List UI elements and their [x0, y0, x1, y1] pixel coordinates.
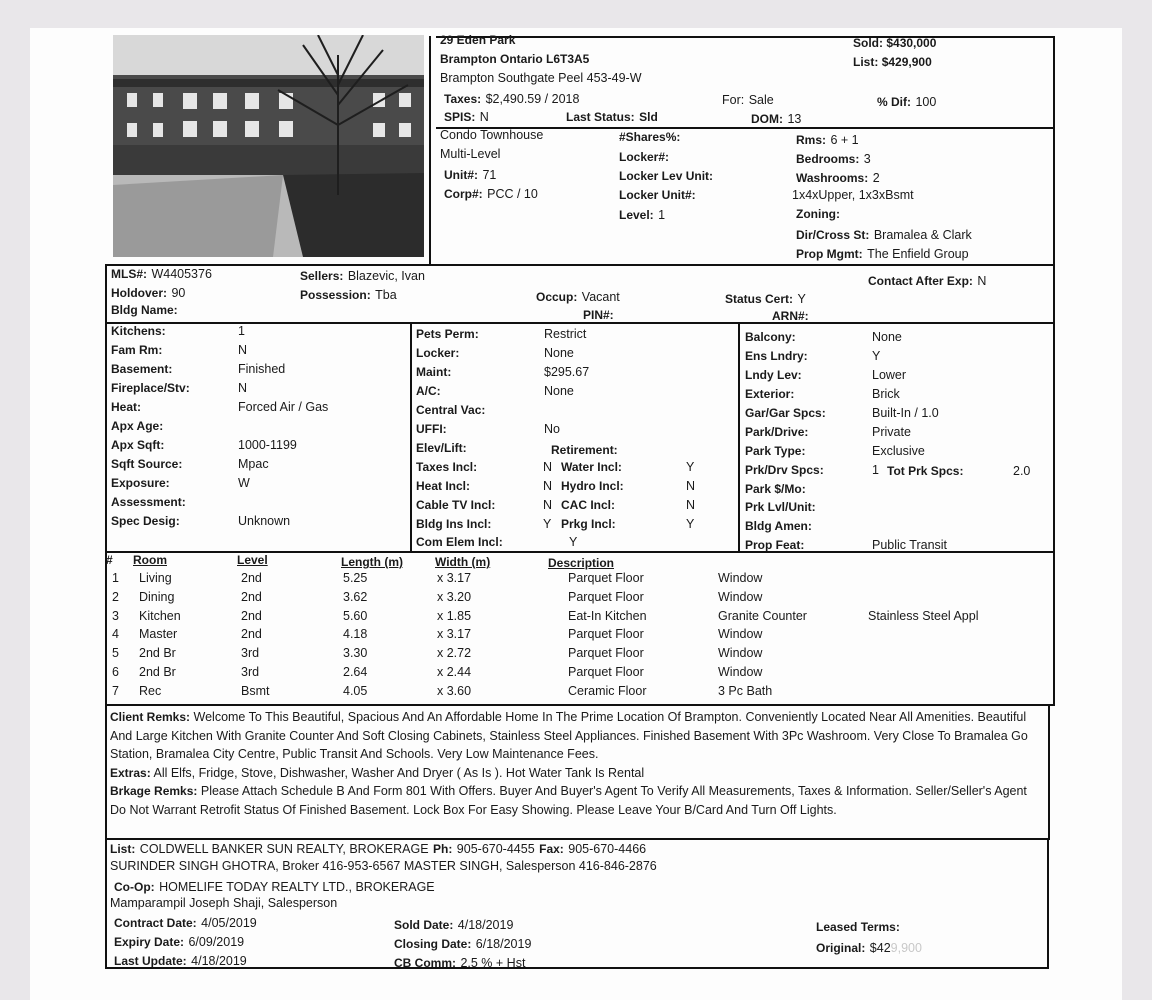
room-cell-level: 2nd [241, 589, 262, 604]
detail-value: Y [872, 349, 881, 363]
detail-label: Pets Perm: [416, 327, 479, 341]
sold-date-row: Sold Date: 4/18/2019 [394, 918, 514, 932]
cb-comm-row: CB Comm: 2.5 % + Hst [394, 956, 526, 970]
room-cell-level: 2nd [241, 571, 262, 585]
detail-label: Prk/Drv Spcs: [745, 463, 824, 477]
rule-3 [105, 322, 1055, 324]
detail-label: Basement: [111, 362, 173, 376]
room-cell-d2: Window [718, 627, 763, 642]
list-agents: SURINDER SINGH GHOTRA, Broker 416-953-6567 MASTER SINGH, Salesperson 416-846-2876 [110, 859, 657, 873]
rule-right-2 [1048, 704, 1050, 839]
incl-value: N [686, 498, 696, 512]
detail-label: Central Vac: [416, 403, 486, 417]
room-cell-d2: Window [718, 646, 763, 661]
room-cell-width: x 1.85 [437, 608, 472, 623]
detail-label: Maint: [416, 365, 452, 379]
room-cell-room: Dining [139, 589, 175, 604]
unit-row: Unit#: 71 [444, 168, 497, 182]
rooms-header: Width (m) [435, 555, 491, 569]
taxes-row: Taxes: $2,490.59 / 2018 [444, 92, 580, 106]
rule-col2 [410, 322, 412, 551]
room-cell-d1: Parquet Floor [568, 627, 644, 642]
expiry-date-row: Expiry Date: 6/09/2019 [114, 935, 245, 949]
property-type: Condo Townhouse [440, 128, 544, 142]
corp-row: Corp#: PCC / 10 [444, 187, 538, 201]
detail-label: Gar/Gar Spcs: [745, 406, 826, 420]
retirement-label: Retirement: [551, 443, 618, 457]
shares-label: #Shares%: [619, 130, 681, 144]
city: Brampton Ontario L6T3A5 [440, 52, 590, 66]
room-cell-room: 2nd Br [139, 665, 176, 679]
rooms-header: # [106, 553, 113, 567]
original-price-row: Original: $429,900 [816, 941, 922, 955]
townhouse-image [113, 35, 424, 257]
rule-top [436, 36, 1055, 38]
room-cell-room: 2nd Br [139, 646, 176, 661]
detail-value: No [544, 422, 560, 436]
bedrooms-row: Bedrooms: 3 [796, 152, 871, 166]
locker-no-label: Locker#: [619, 150, 670, 164]
rooms-header: Level [237, 553, 268, 567]
room-cell-d2: Window [718, 589, 763, 604]
room-cell-length: 5.25 [343, 571, 368, 585]
room-cell-d2: 3 Pc Bath [718, 683, 773, 698]
incl-label: Cable TV Incl: [416, 498, 496, 512]
occup-row: Occup: Vacant [536, 290, 620, 304]
detail-label: Prop Feat: [745, 538, 805, 552]
detail-label: Fam Rm: [111, 343, 163, 357]
detail-value: N [238, 343, 248, 357]
pin-label: PIN#: [583, 308, 614, 322]
contact-after-exp-row: Contact After Exp: N [868, 274, 987, 288]
room-cell-room: Living [139, 571, 172, 585]
incl-value: N [543, 460, 553, 474]
locker-unit-label: Locker Unit#: [619, 188, 696, 202]
room-cell-level: 2nd [241, 608, 262, 623]
detail-label: Bldg Amen: [745, 519, 812, 533]
room-cell-n: 1 [112, 571, 119, 585]
rooms-header: Description [548, 556, 615, 570]
rooms-header: Length (m) [341, 555, 403, 569]
level-row: Level: 1 [619, 208, 666, 222]
detail-value: Finished [238, 362, 286, 376]
tot-prk-value: 2.0 [1013, 464, 1031, 478]
room-cell-d1: Parquet Floor [568, 665, 644, 679]
status-cert-row: Status Cert: Y [725, 292, 806, 306]
extras: Extras: All Elfs, Fridge, Stove, Dishwasher, Washer And Dryer ( As Is ). Hot Water Tank Is Rental [110, 765, 645, 780]
incl-value: N [543, 498, 553, 512]
incl-value: Y [686, 460, 695, 474]
room-cell-n: 6 [112, 665, 119, 679]
incl-label: Water Incl: [561, 460, 622, 474]
detail-label: Exposure: [111, 476, 170, 490]
room-cell-room: Rec [139, 683, 162, 698]
room-cell-d2: Window [718, 571, 763, 585]
rule-photo-right [429, 36, 431, 264]
room-cell-length: 3.62 [343, 589, 368, 604]
room-cell-length: 4.05 [343, 683, 368, 698]
room-cell-length: 2.64 [343, 665, 368, 679]
coop-agent: Mamparampil Joseph Shaji, Salesperson [110, 896, 338, 910]
tot-prk-label: Tot Prk Spcs: [887, 464, 964, 478]
detail-label: Sqft Source: [111, 457, 183, 471]
room-cell-n: 4 [112, 627, 119, 642]
incl-label: Bldg Ins Incl: [416, 517, 492, 531]
coop-row: Co-Op: HOMELIFE TODAY REALTY LTD., BROKERAGE [114, 880, 435, 894]
detail-value: N [238, 381, 248, 395]
room-cell-d2: Granite Counter [718, 608, 807, 623]
washrooms-row: Washrooms: 2 [796, 171, 880, 185]
incl-label: Taxes Incl: [416, 460, 478, 474]
room-cell-room: Master [139, 627, 178, 642]
detail-value: 1000-1199 [238, 438, 297, 452]
room-cell-room: Kitchen [139, 608, 181, 623]
room-cell-d1: Eat-In Kitchen [568, 608, 647, 623]
incl-value: Y [686, 517, 695, 531]
detail-value: 1 [238, 324, 245, 338]
possession-row: Possession: Tba [300, 288, 397, 302]
holdover-row: Holdover: 90 [111, 286, 186, 300]
room-cell-width: x 3.20 [437, 589, 472, 604]
rooms-header: Room [133, 553, 167, 567]
room-cell-n: 3 [112, 608, 119, 623]
room-cell-length: 3.30 [343, 646, 368, 661]
detail-value: Public Transit [872, 538, 948, 552]
room-cell-level: Bsmt [241, 683, 270, 698]
room-cell-length: 4.18 [343, 627, 368, 642]
mls-row: MLS#: W4405376 [111, 267, 212, 281]
detail-value: Private [872, 425, 911, 439]
room-cell-d3: Stainless Steel Appl [868, 608, 979, 623]
room-cell-d1: Parquet Floor [568, 646, 644, 661]
property-style: Multi-Level [440, 147, 501, 161]
room-cell-n: 7 [112, 683, 119, 698]
detail-label: Lndy Lev: [745, 368, 802, 382]
rule-left [105, 264, 107, 969]
incl-value: N [686, 479, 696, 493]
detail-value: None [872, 330, 902, 344]
detail-label: Exterior: [745, 387, 795, 401]
rule-2 [105, 264, 1055, 266]
detail-label: Spec Desig: [111, 514, 180, 528]
detail-value: Mpac [238, 457, 269, 471]
detail-label: A/C: [416, 384, 441, 398]
brokerage-remarks: Brkage Remks: Please Attach Schedule B And Form 801 With Offers. Buyer And Buyer's Agent To Verify All Measurements, Taxes & Information. Seller/Seller's Agent Do Not Warrant Retrofit Status Of Finished Basement. Lock Box For Easy Showing. Please Leave Your B/Card And Turn Off Lights. [110, 784, 1027, 817]
room-cell-d1: Ceramic Floor [568, 683, 647, 698]
area: Brampton Southgate Peel 453-49-W [440, 71, 642, 85]
detail-value: Restrict [544, 327, 587, 341]
room-cell-d1: Parquet Floor [568, 571, 644, 585]
rule-col3 [738, 322, 740, 551]
detail-label: Locker: [416, 346, 460, 360]
rule-right [1053, 36, 1055, 704]
detail-label: Ens Lndry: [745, 349, 808, 363]
detail-label: Park $/Mo: [745, 482, 806, 496]
rule-right-3 [1047, 838, 1049, 968]
detail-label: Kitchens: [111, 324, 166, 338]
sold-price: Sold: $430,000 [853, 36, 937, 50]
detail-value: Built-In / 1.0 [872, 406, 939, 420]
dif-row: % Dif: 100 [877, 95, 937, 109]
incl-value: Y [543, 517, 552, 531]
room-cell-d2: Window [718, 665, 763, 679]
spis-row: SPIS: N [444, 110, 489, 124]
leased-terms-label: Leased Terms: [816, 920, 900, 934]
detail-value: 1 [872, 463, 879, 477]
locker-lev-label: Locker Lev Unit: [619, 169, 714, 183]
zoning-label: Zoning: [796, 207, 840, 221]
detail-label: Heat: [111, 400, 142, 414]
incl-label: Hydro Incl: [561, 479, 624, 493]
room-cell-length: 5.60 [343, 608, 368, 623]
detail-value: $295.67 [544, 365, 590, 379]
list-brokerage-row: List: COLDWELL BANKER SUN REALTY, BROKERAGE Ph: 905-670-4455 Fax: 905-670-4466 [110, 842, 647, 856]
washroom-detail: 1x4xUpper, 1x3xBsmt [792, 188, 914, 202]
detail-label: Prk Lvl/Unit: [745, 500, 816, 514]
contract-date-row: Contract Date: 4/05/2019 [114, 916, 257, 930]
client-remarks: Client Remks: Welcome To This Beautiful, Spacious And An Affordable Home In The Prime Location Of Brampton. Conveniently Located Near All Amenities. Beautiful And Large Kitchen With Granite Counter And Soft Closing Cabinets, Stainless Steel Appliances. Finished Basement With 3Pc Washroom. Very Close To Bramalea Go Station, Bramalea City Centre, Public Transit And Schools. Very Low Maintenance Fees. [110, 710, 1028, 762]
detail-label: Balcony: [745, 330, 796, 344]
com-elem-value: Y [569, 535, 578, 549]
detail-value: Exclusive [872, 444, 925, 458]
incl-label: CAC Incl: [561, 498, 615, 512]
room-cell-n: 5 [112, 646, 119, 661]
prop-mgmt-row: Prop Mgmt: The Enfield Group [796, 247, 969, 261]
rooms-count-row: Rms: 6 + 1 [796, 133, 859, 147]
property-photo [113, 35, 424, 257]
incl-value: N [543, 479, 553, 493]
incl-label: Prkg Incl: [561, 517, 616, 531]
arn-label: ARN#: [772, 309, 809, 323]
detail-value: Unknown [238, 514, 291, 528]
last-update-row: Last Update: 4/18/2019 [114, 954, 247, 968]
detail-label: Park/Drive: [745, 425, 809, 439]
detail-value: Brick [872, 387, 900, 401]
detail-label: Fireplace/Stv: [111, 381, 190, 395]
room-cell-width: x 3.17 [437, 571, 472, 585]
room-cell-level: 3rd [241, 665, 260, 679]
room-cell-width: x 2.72 [437, 646, 472, 661]
for-row: For: Sale [722, 93, 774, 107]
detail-value: None [544, 384, 574, 398]
detail-value: W [238, 476, 250, 490]
closing-date-row: Closing Date: 6/18/2019 [394, 937, 532, 951]
detail-label: Elev/Lift: [416, 441, 467, 455]
detail-label: Apx Age: [111, 419, 164, 433]
com-elem-label: Com Elem Incl: [416, 535, 503, 549]
last-status-row: Last Status: Sld [566, 110, 658, 124]
room-cell-level: 2nd [241, 627, 262, 642]
room-cell-width: x 3.60 [437, 683, 472, 698]
bldg-name-label: Bldg Name: [111, 303, 178, 317]
dom-row: DOM: 13 [751, 112, 802, 126]
detail-label: UFFI: [416, 422, 447, 436]
room-cell-n: 2 [112, 589, 119, 604]
remarks-block [110, 708, 1046, 820]
detail-label: Park Type: [745, 444, 806, 458]
address: 29 Eden Park [440, 33, 516, 47]
room-cell-width: x 2.44 [437, 665, 472, 679]
cross-street-row: Dir/Cross St: Bramalea & Clark [796, 228, 972, 242]
rule-5 [105, 704, 1055, 706]
list-price: List: $429,900 [853, 55, 932, 69]
room-cell-width: x 3.17 [437, 627, 472, 642]
detail-value: Forced Air / Gas [238, 400, 329, 414]
detail-label: Assessment: [111, 495, 186, 509]
sellers-row: Sellers: Blazevic, Ivan [300, 269, 425, 283]
room-cell-level: 3rd [241, 646, 260, 661]
incl-label: Heat Incl: [416, 479, 471, 493]
room-cell-d1: Parquet Floor [568, 589, 644, 604]
detail-value: Lower [872, 368, 907, 382]
detail-value: None [544, 346, 574, 360]
detail-label: Apx Sqft: [111, 438, 165, 452]
